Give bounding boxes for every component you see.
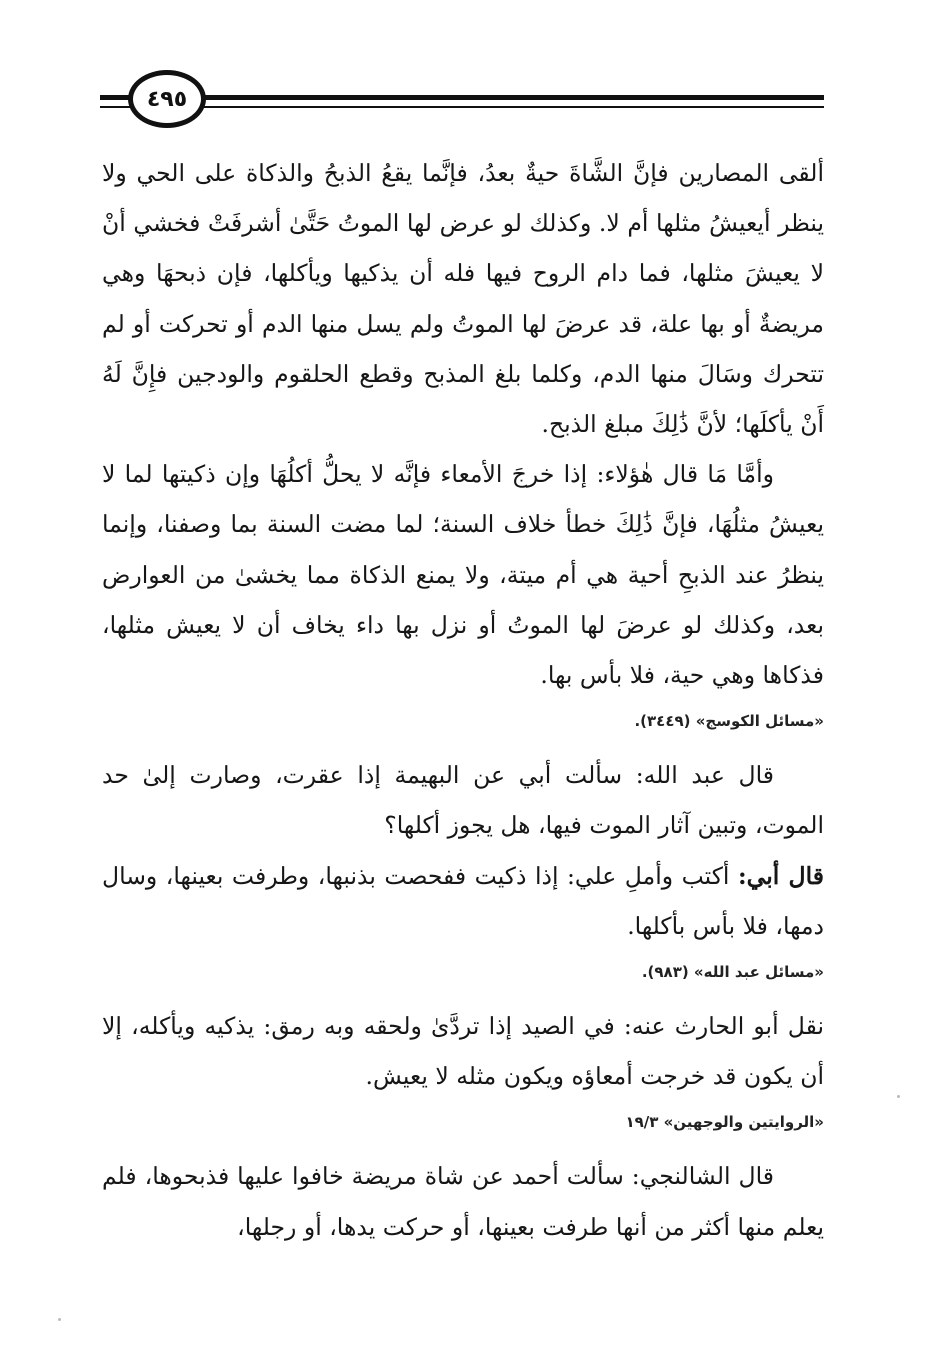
paragraph-text: أكتب وأملِ علي: إذا ذكيت ففحصت بذنبها، وطرفت بعينها، وسال دمها، فلا بأس بأكلها. [102,861,824,940]
page-number: ٤٩٥ [128,70,206,128]
speaker-lead: قال أبي: [737,861,825,890]
scan-speck [897,1095,900,1098]
page-body [102,148,824,1252]
body-paragraph: وأمَّا مَا قال هٰؤلاء: إذا خرجَ الأمعاء فإنَّه لا يحلُّ أكلُهَا وإن ذكيتها لما لا يعيشُ مثلُهَا، فإنَّ ذَٰلِكَ خطأ خلاف السنة؛ لما مضت السنة بما وصفنا، وإنما ينظرُ عند الذبحِ أحية هي أم ميتة، ولا يمنع الذكاة مما يخشىٰ من العوارض بعد، وكذلك لو عرضَ لها الموتُ أو نزل بها داء يخاف أن لا يعيش مثلها، فذكاها وهي حية، فلا بأس بها. [102,460,824,690]
source-citation: «الروايتين والوجهين» ١٩/٣ [625,1113,824,1132]
header-rule-thick [100,95,824,100]
body-paragraph [102,851,824,951]
body-paragraph: قال الشالنجي: سألت أحمد عن شاة مريضة خافوا عليها فذبحوها، فلم يعلم منها أكثر من أنها طرفت بعينها، أو حركت يدها، أو رجلها، [102,1162,824,1241]
source-citation: «مسائل عبد الله» (٩٨٣). [641,963,824,982]
source-citation: «مسائل الكوسج» (٣٤٤٩). [634,712,824,731]
header-rule-thin [100,106,824,108]
page-header [100,70,824,132]
body-paragraph: ألقى المصارين فإنَّ الشَّاةَ حيةٌ بعدُ، فإنَّما يقعُ الذبحُ والذكاة على الحي ولا ينظر أيعيشُ مثلها أم لا. وكذلك لو عرض لها الموتُ حَتَّىٰ أشرفَتْ فخشي أنْ لا يعيشَ مثلها، فما دام الروح فيها فله أن يذكيها ويأكلها، فإن ذبحهَا وهي مريضةٌ أو بها علة، قد عرضَ لها الموتُ ولم يسل منها الدم أو تحركت أو لم تتحرك وسَالَ منها الدم، وكلما بلغ المذبح وقطع الحلقوم والودجين فإِنَّ لَهُ أَنْ يأكلَها؛ لأنَّ ذَٰلِكَ مبلغ الذبح. [102,159,824,439]
body-paragraph: قال عبد الله: سألت أبي عن البهيمة إذا عقرت، وصارت إلىٰ حد الموت، وتبين آثار الموت فيها، هل يجوز أكلها؟ [102,761,824,840]
scan-speck [58,1318,61,1321]
body-paragraph: نقل أبو الحارث عنه: في الصيد إذا تردَّىٰ ولحقه وبه رمق: يذكيه ويأكله، إلا أن يكون قد خرجت أمعاؤه ويكون مثله لا يعيش. [102,1012,824,1091]
